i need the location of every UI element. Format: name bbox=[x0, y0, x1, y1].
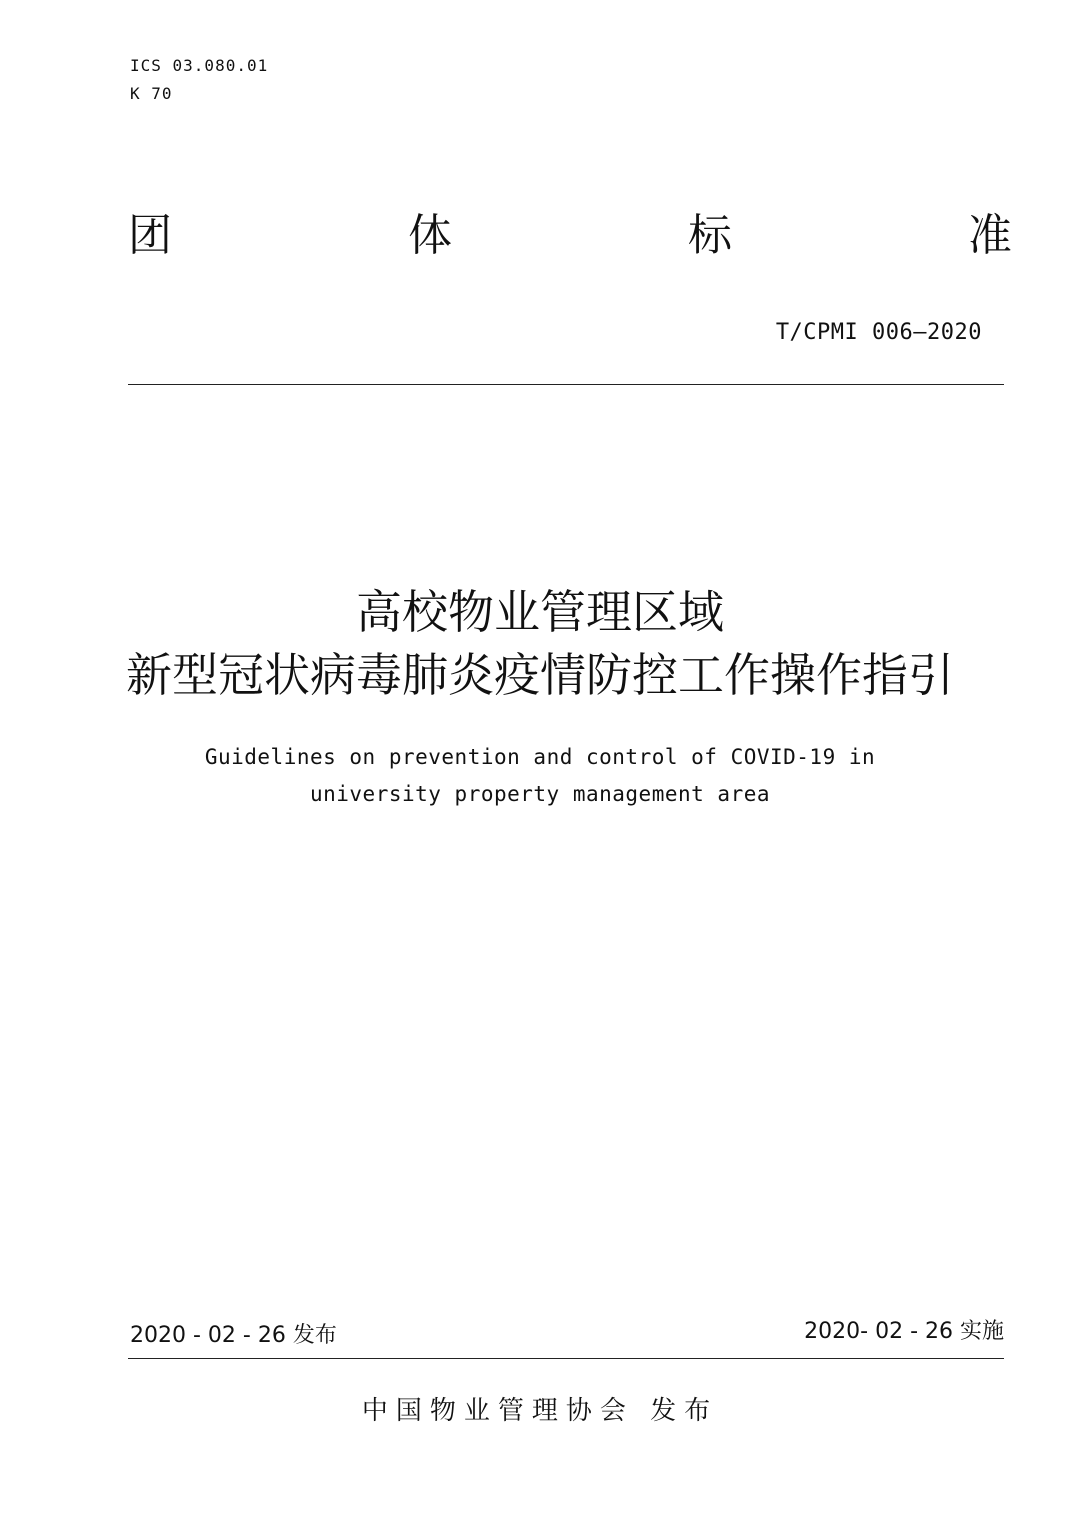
english-title-line-2: university property management area bbox=[309, 782, 770, 806]
top-divider bbox=[128, 384, 1004, 385]
english-title-line-1: Guidelines on prevention and control of COVID-19 in bbox=[204, 745, 876, 769]
classification-code: K 70 bbox=[130, 84, 173, 103]
standard-type-char: 体 bbox=[408, 210, 452, 261]
standard-type-heading bbox=[128, 208, 1012, 264]
implementation-date: 2020- 02 - 26 实施 bbox=[804, 1319, 1004, 1344]
bottom-divider bbox=[128, 1358, 1004, 1359]
standard-number: T/CPMI 006—2020 bbox=[775, 320, 982, 345]
chinese-title-line-1: 高校物业管理区域 bbox=[356, 585, 724, 639]
issue-date: 2020 - 02 - 26 发布 bbox=[130, 1323, 337, 1348]
publisher: 中国物业管理协会 发布 bbox=[361, 1396, 719, 1426]
standard-type-char: 准 bbox=[968, 210, 1012, 261]
standard-type-char: 团 bbox=[128, 210, 172, 261]
standard-type-char: 标 bbox=[688, 210, 732, 261]
ics-code: ICS 03.080.01 bbox=[130, 56, 269, 75]
chinese-title-line-2: 新型冠状病毒肺炎疫情防控工作操作指引 bbox=[126, 648, 954, 702]
